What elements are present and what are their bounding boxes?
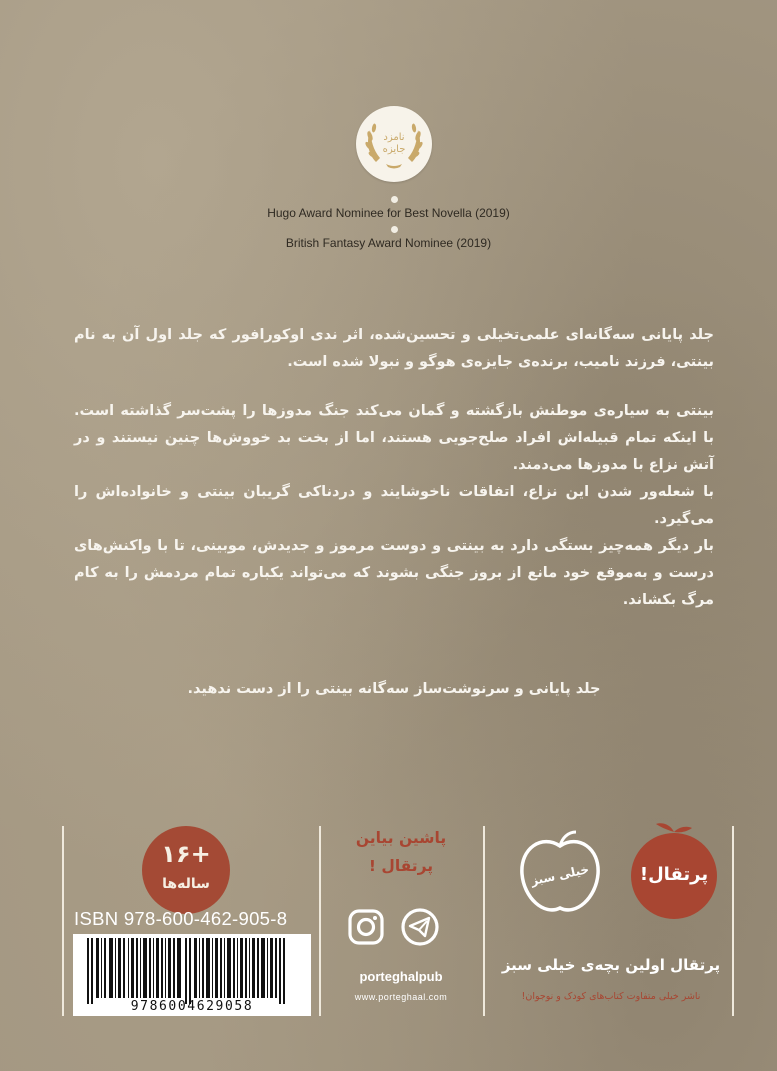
age-rating-value: +۱۶ (161, 840, 211, 868)
synopsis-body (74, 398, 714, 614)
publisher-name: پرتقال اولین بچه‌ی خیلی سبز (501, 956, 721, 974)
divider-left (62, 826, 64, 1016)
age-rating-badge (142, 826, 230, 914)
award-hugo: Hugo Award Nominee for Best Novella (2019) (267, 206, 510, 220)
synopsis-paragraph: جلد پایانی سه‌گانه‌ای علمی‌تخیلی و تحسین‌شده، اثر ندی اوکورافور که جلد اول آن به نام بینتی، فرزند نامیب، برنده‌ی جایزه‌ی هوگو و نبولا شده است. (74, 327, 714, 370)
porteghal-logo (628, 818, 720, 922)
divider-middle-left (319, 826, 321, 1016)
synopsis-paragraph: بینتی به سیاره‌ی موطنش بازگشته و گمان می‌کند جنگ مدوزها را پشت‌سر گذاشته است. با اینکه تمام قبیله‌اش افراد صلح‌جویی هستند، اما از بخت بد خووش‌ها چنین نیستند و در آتش نزاع با مدوزها می‌دمند. (74, 403, 714, 473)
bullet-dot (391, 226, 398, 233)
synopsis-paragraph: جلد پایانی و سرنوشت‌ساز سه‌گانه بینتی را از دست ندهید. (187, 681, 601, 697)
website-link[interactable]: www.porteghaal.com (354, 992, 448, 1002)
synopsis-intro (74, 322, 714, 376)
instagram-icon[interactable] (347, 908, 385, 946)
slogan-line-2: پرتقال ! (368, 857, 434, 875)
synopsis-closing (74, 676, 714, 703)
synopsis-paragraph: با شعله‌ور شدن این نزاع، اتفاقات ناخوشایند و دردناکی گریبان بینتی و خانواده‌اش را می‌گیرد. (74, 484, 714, 527)
barcode-digits: 9786004629058 (130, 999, 254, 1014)
synopsis-paragraph: بار دیگر همه‌چیز بستگی دارد به بینتی و دوست مرموز و جدیدش، موبینی، تا با واکنش‌های درست و به‌موقع خود مانع از بروز جنگی بشوند که می‌تواند یکباره تمام مردمش را به کام مرگ بکشاند. (74, 538, 714, 608)
publisher-tagline: ناشر خیلی متفاوت کتاب‌های کودک و نوجوان! (521, 991, 701, 1002)
age-rating-label: ساله‌ها (162, 876, 210, 892)
isbn-number: ISBN 978-600-462-905-8 (74, 908, 288, 929)
porteghal-logo-text: پرتقال! (639, 864, 709, 885)
badge-line-1: نامزد (383, 132, 405, 143)
telegram-icon[interactable] (401, 908, 439, 946)
barcode (73, 934, 311, 1016)
award-british-fantasy: British Fantasy Award Nominee (2019) (285, 236, 492, 250)
award-nominee-badge (356, 106, 432, 182)
badge-line-2: جایزه (382, 144, 406, 155)
green-logo-text: خیلی سبز (529, 862, 591, 888)
khili-sabz-logo (512, 826, 608, 922)
social-handle[interactable]: porteghalpub (359, 969, 443, 984)
slogan-line-1: پاشین بیاین (355, 829, 447, 847)
divider-middle-right (483, 826, 485, 1016)
divider-right (732, 826, 734, 1016)
bullet-dot (391, 196, 398, 203)
